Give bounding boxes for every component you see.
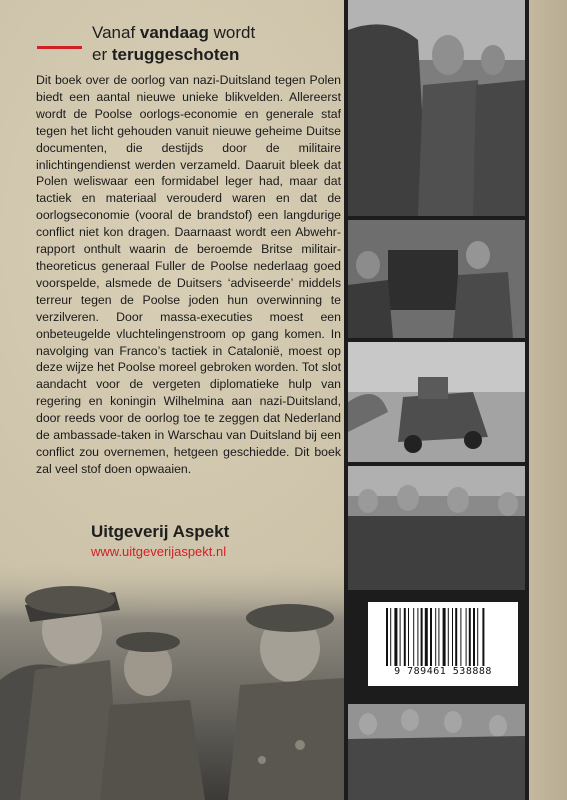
- barcode-number: 9 789461 538888: [394, 666, 492, 677]
- bottom-photo-officers: [0, 560, 344, 800]
- publisher-website[interactable]: www.uitgeverijaspekt.nl: [91, 544, 227, 559]
- blurb-text: Dit boek over de oorlog van nazi-Duitsland tegen Polen biedt een aantal nieuwe unieke blikvelden. Allereerst wordt de Poolse oorlogs-economie en generale staf tegen het licht gehouden vanuit nieuwe geheime Duitse documenten, die destijds door de militaire inlichtingendienst werden verzameld. Daaruit bleek dat Polen weliswaar een formidabel leger had, maar dat tactiek en materiaal verouderd waren en dat de oorlogseconomie (vooral de brandstof) een langdurige conflict niet kon dragen. Daarnaast wordt een Abwehr-rapport onthult waarin de beroemde Britse militair-theoreticus generaal Fuller de Poolse nederlaag goed voorspelde, alsmede de Duitsers ‘adviseerde’ middels terreur tegen de Poolse joden hun overwinning te verzilveren. Door massa-executies moest een onbeteugelde vluchtelingenstroom op gang komen. In navolging van Franco’s tactiek in Catalonië, moest op deze wijze het Poolse moreel gebroken worden. Tot slot aandacht voor de vergeten diplomatieke hulp van regering en koningin Wilhelmina aan nazi-Duitsland, door reeds voor de oorlog toe te zeggen dat Nederland de ambassade-taken in Warschau van Duitsland bij een conflict zou overnemen, hetgeen geschiedde. Dit boek zal veel stof doen opwaaien.: [36, 73, 341, 476]
- red-accent-rule: [37, 46, 82, 49]
- heading-text: wordt: [208, 23, 256, 42]
- strip-photo-officers-group: [348, 466, 525, 590]
- isbn-barcode: [368, 602, 518, 686]
- cover-right-margin: [529, 0, 567, 800]
- meeting-photo-image: [348, 220, 525, 338]
- strip-photo-armored-car: [348, 342, 525, 462]
- publisher-name: Uitgeverij Aspekt: [91, 522, 230, 541]
- heading-text: Vanaf: [92, 23, 140, 42]
- strip-photo-meeting: [348, 220, 525, 338]
- armored-car-photo-image: [348, 342, 525, 462]
- barcode-bars: [386, 608, 500, 666]
- strip-photo-prisoners: [348, 704, 525, 800]
- officers-group-photo-image: [348, 466, 525, 590]
- soldiers-photo-image: [348, 0, 525, 216]
- heading-line-1: [92, 22, 332, 44]
- prisoners-photo-image: [348, 704, 525, 800]
- heading-text: er: [92, 45, 112, 64]
- officers-photo-image: [0, 560, 344, 800]
- cover-heading: [92, 22, 332, 66]
- heading-line-2: [92, 44, 332, 66]
- strip-photo-soldiers: [348, 0, 525, 216]
- heading-bold: vandaag: [139, 23, 209, 42]
- heading-bold: teruggeschoten: [111, 45, 240, 64]
